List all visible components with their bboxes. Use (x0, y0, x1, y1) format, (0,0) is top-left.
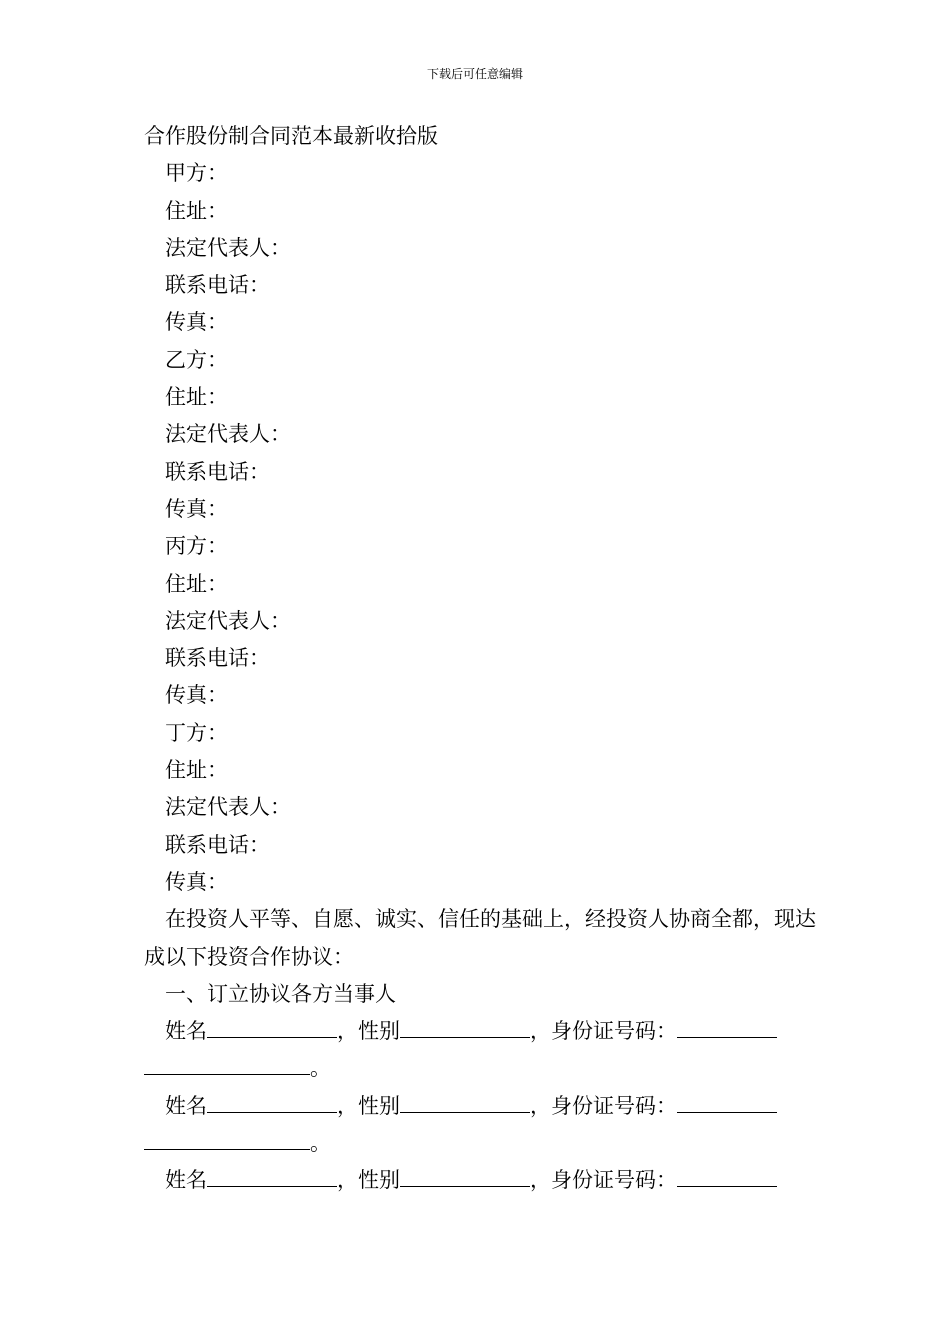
person-entry-3 (144, 1162, 824, 1199)
id-label: ，身份证号码： (530, 1019, 677, 1044)
party-c-phone: 联系电话： (165, 646, 270, 671)
party-b-phone: 联系电话： (165, 459, 270, 484)
party-b-name: 乙方： (165, 347, 228, 372)
party-c-representative: 法定代表人： (165, 608, 291, 633)
id-blank-continued[interactable] (144, 1127, 310, 1150)
party-a-fax: 传真： (165, 310, 228, 335)
party-d-address: 住址： (165, 758, 228, 783)
party-c-address: 住址： (165, 571, 228, 596)
name-blank[interactable] (207, 1015, 337, 1038)
id-blank[interactable] (677, 1015, 777, 1038)
party-a-phone: 联系电话： (165, 273, 270, 298)
party-c-fax: 传真： (165, 683, 228, 708)
person-entry-2 (144, 1088, 824, 1125)
id-label: ，身份证号码： (530, 1168, 677, 1193)
name-blank[interactable] (207, 1090, 337, 1113)
party-d-fax: 传真： (165, 869, 228, 894)
gender-blank[interactable] (400, 1090, 530, 1113)
name-label: 姓名 (165, 1019, 207, 1044)
end-mark: 。 (310, 1056, 331, 1081)
party-b-address: 住址： (165, 385, 228, 410)
party-c-name: 丙方： (165, 534, 228, 559)
id-blank[interactable] (677, 1090, 777, 1113)
party-b-fax: 传真： (165, 496, 228, 521)
person-entry-1 (144, 1013, 824, 1050)
party-a-representative: 法定代表人： (165, 235, 291, 260)
document-body (144, 118, 824, 1200)
intro-paragraph: 在投资人平等、自愿、诚实、信任的基础上，经投资人协商全都，现达成以下投资合作协议： (144, 907, 816, 969)
gender-label: ，性别 (337, 1168, 400, 1193)
gender-label: ，性别 (337, 1019, 400, 1044)
name-label: 姓名 (165, 1168, 207, 1193)
party-a-address: 住址： (165, 198, 228, 223)
person-entry-1-continued (144, 1050, 824, 1087)
party-d-representative: 法定代表人： (165, 795, 291, 820)
party-d-name: 丁方： (165, 720, 228, 745)
name-label: 姓名 (165, 1093, 207, 1118)
gender-label: ，性别 (337, 1093, 400, 1118)
end-mark: 。 (310, 1131, 331, 1156)
party-b-representative: 法定代表人： (165, 422, 291, 447)
gender-blank[interactable] (400, 1015, 530, 1038)
party-d-phone: 联系电话： (165, 832, 270, 857)
person-entry-2-continued (144, 1125, 824, 1162)
gender-blank[interactable] (400, 1164, 530, 1187)
id-blank[interactable] (677, 1164, 777, 1187)
party-a-name: 甲方： (165, 161, 228, 186)
section-1-title: 一、订立协议各方当事人 (165, 981, 396, 1006)
id-label: ，身份证号码： (530, 1093, 677, 1118)
name-blank[interactable] (207, 1164, 337, 1187)
id-blank-continued[interactable] (144, 1052, 310, 1075)
header-note: 下载后可任意编辑 (426, 67, 523, 81)
document-title: 合作股份制合同范本最新收拾版 (144, 124, 438, 148)
